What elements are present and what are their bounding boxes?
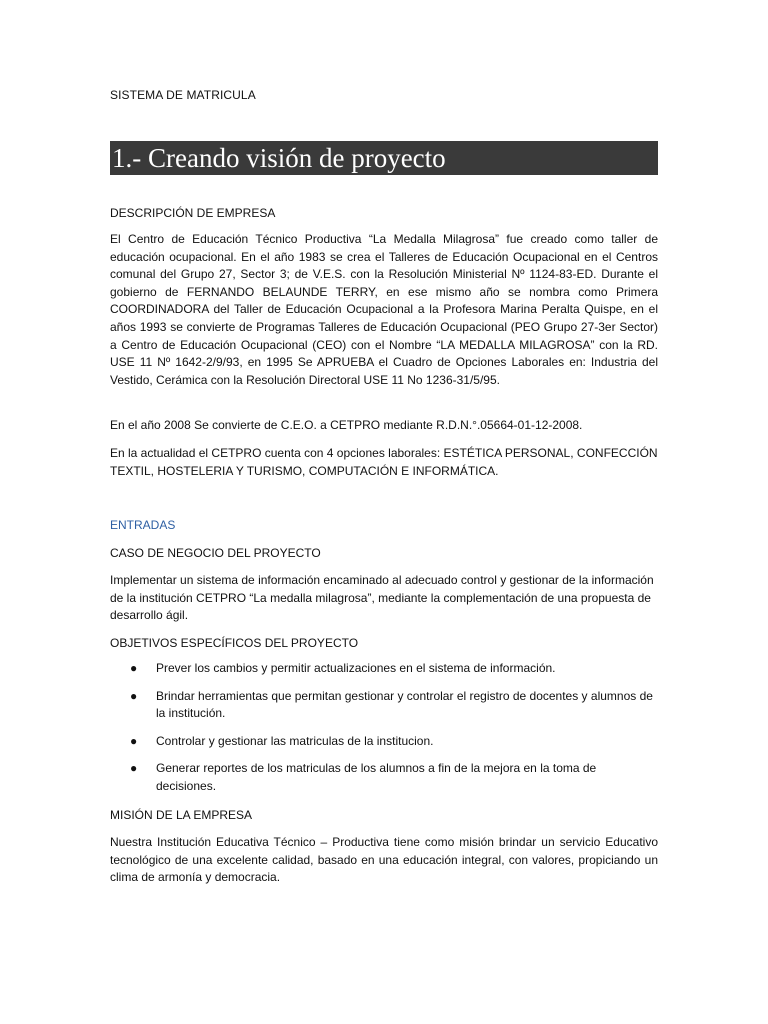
objetivos-list bbox=[110, 660, 658, 806]
list-item bbox=[110, 733, 658, 751]
descripcion-paragraph-1: El Centro de Educación Técnico Productiva “La Medalla Milagrosa” fue creado como taller de educación ocupacional. En el año 1983 se crea el Talleres de Educación Ocupacional en el Centros comunal del Grupo 27, Sector 3; de V.E.S. con la Resolución Ministerial Nº 1124-83-ED. Durante el gobierno de FERNANDO BELAUNDE TERRY, en ese mismo año se nombra como Primera COORDINADORA del Taller de Educación Ocupacional a la Profesora Marina Peralta Quispe, en el años 1993 se convierte de Programas Talleres de Educación Ocupacional (PEO Grupo 27-3er Sector) a Centro de Educación Ocupacional (CEO) con el Nombre “LA MEDALLA MILAGROSA” con la RD. USE 11 Nº 1642-2/9/93, en 1995 Se APRUEBA el Cuadro de Opciones Laborales en: Industria del Vestido, Cerámica con la Resolución Directoral USE 11 No 1236-31/5/95. bbox=[110, 232, 658, 387]
descripcion-paragraph-2: En el año 2008 Se convierte de C.E.O. a CETPRO mediante R.D.N.°.05664-01-12-2008. bbox=[110, 418, 583, 432]
objetivo-text: Brindar herramientas que permitan gestionar y controlar el registro de docentes y alumnos de la institución. bbox=[156, 688, 653, 721]
descripcion-label: DESCRIPCIÓN DE EMPRESA bbox=[110, 206, 276, 220]
caso-negocio-label: CASO DE NEGOCIO DEL PROYECTO bbox=[110, 546, 321, 560]
bullet-icon: ● bbox=[130, 761, 138, 776]
section-heading: 1.- Creando visión de proyecto bbox=[110, 141, 658, 175]
mision-text: Nuestra Institución Educativa Técnico – Productiva tiene como misión brindar un servicio Educativo tecnológico de una excelente calidad, basado en una educación integral, con valores, propiciando un clima de armonía y democracia. bbox=[110, 835, 658, 885]
list-item bbox=[110, 660, 658, 678]
objetivo-text: Generar reportes de los matriculas de los alumnos a fin de la mejora en la toma de decisiones. bbox=[156, 761, 597, 793]
list-item bbox=[110, 688, 658, 723]
caso-negocio-text: Implementar un sistema de información encaminado al adecuado control y gestionar de la información de la institución CETPRO “La medalla milagrosa”, mediante la complementación de una propuesta de desarrollo ágil. bbox=[110, 573, 654, 623]
objetivos-label: OBJETIVOS ESPECÍFICOS DEL PROYECTO bbox=[110, 636, 359, 650]
entradas-label: ENTRADAS bbox=[110, 518, 176, 532]
objetivo-text: Prever los cambios y permitir actualizaciones en el sistema de información. bbox=[156, 661, 556, 675]
bullet-icon: ● bbox=[130, 661, 138, 675]
objetivo-text: Controlar y gestionar las matriculas de la institucion. bbox=[156, 733, 434, 748]
bullet-icon: ● bbox=[130, 688, 138, 703]
list-item bbox=[110, 760, 658, 795]
document-title: SISTEMA DE MATRICULA bbox=[110, 88, 256, 102]
bullet-icon: ● bbox=[130, 733, 138, 748]
mision-label: MISIÓN DE LA EMPRESA bbox=[110, 808, 253, 822]
descripcion-paragraph-3: En la actualidad el CETPRO cuenta con 4 opciones laborales: ESTÉTICA PERSONAL, CONFECCIÓN TEXTIL, HOSTELERIA Y TURISMO, COMPUTACIÓN E INFORMÁTICA. bbox=[110, 446, 658, 478]
